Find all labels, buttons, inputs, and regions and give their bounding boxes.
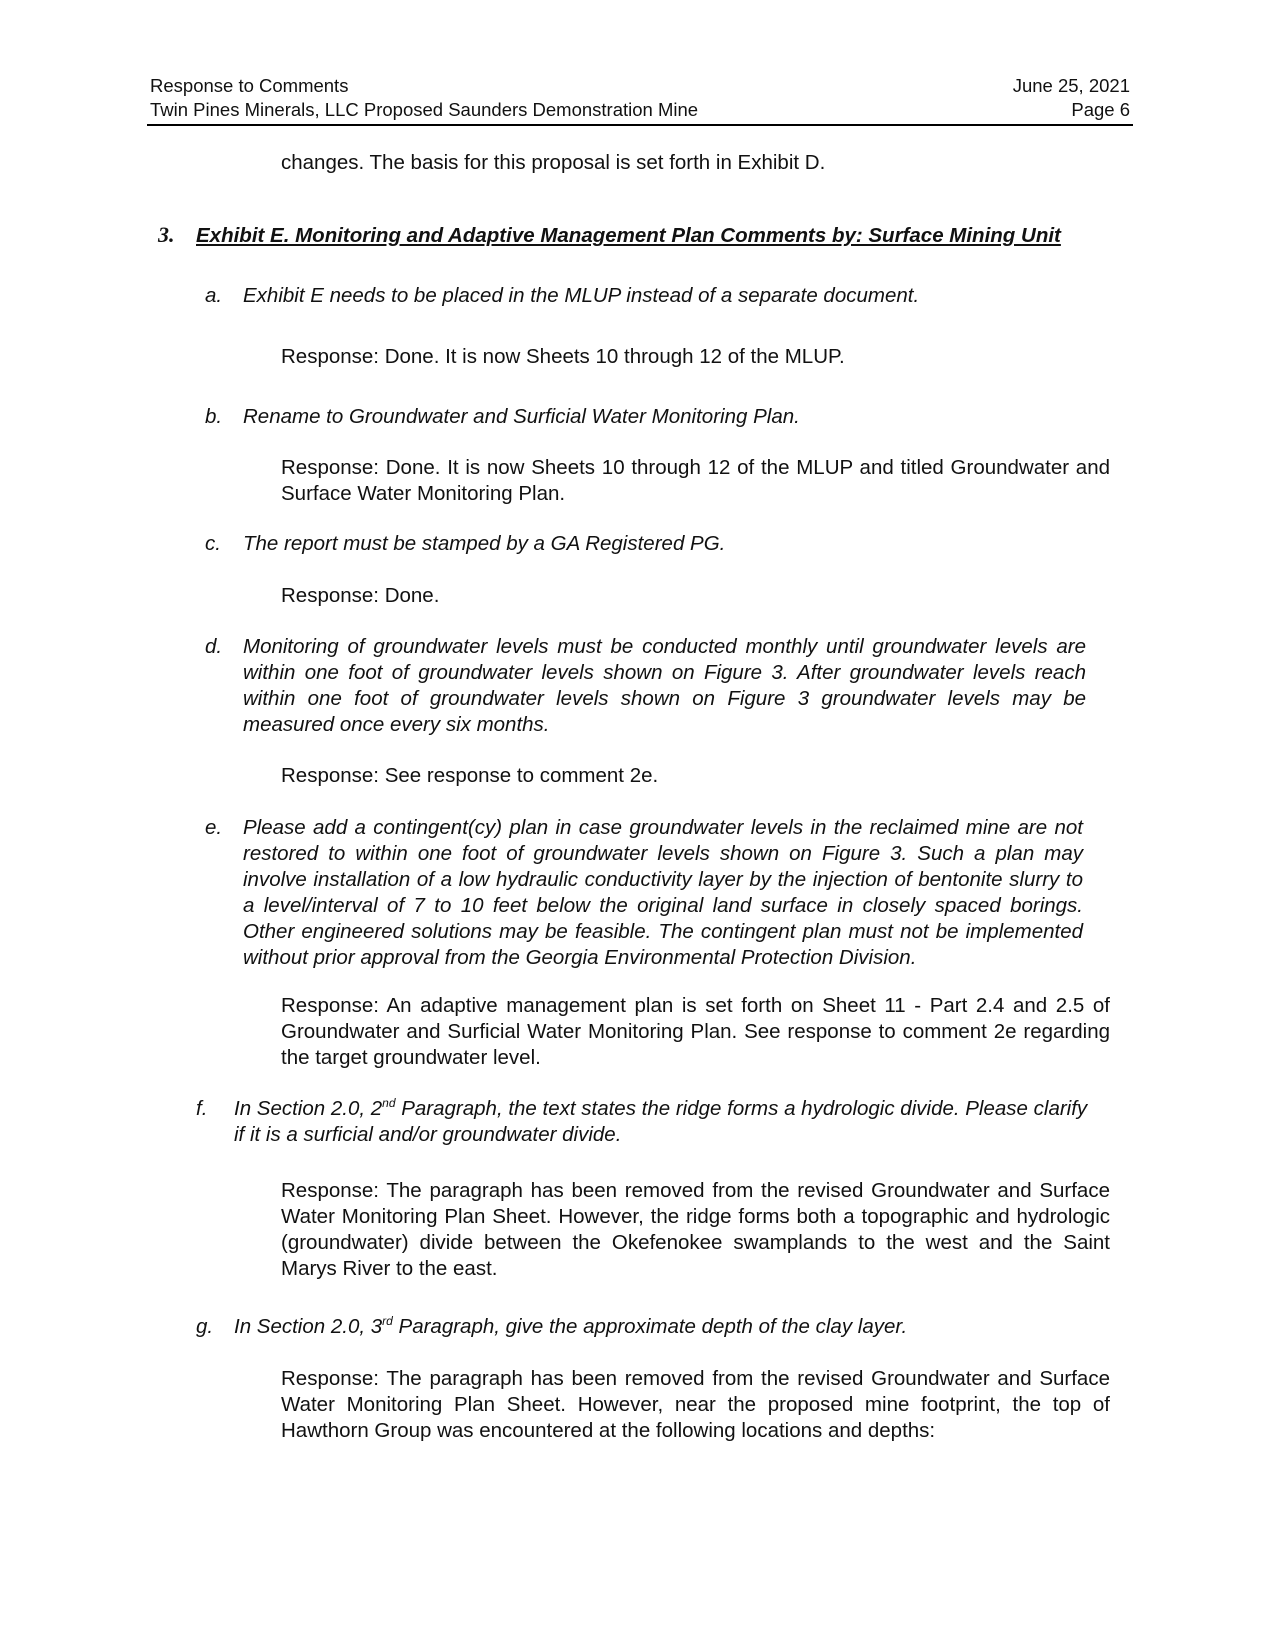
ordinal-suffix: nd bbox=[382, 1096, 396, 1111]
item-letter: b. bbox=[205, 405, 223, 428]
comment-item-a bbox=[205, 283, 1093, 309]
comment-text: Monitoring of groundwater levels must be conducted monthly until groundwater levels are within one foot of groundwater levels shown on Figure 3. After groundwater levels reach within one foot of groundwater levels shown on Figure 3 groundwater levels may be measured once every six months. bbox=[243, 635, 1086, 736]
section-heading bbox=[196, 224, 1061, 248]
item-letter: f. bbox=[196, 1097, 208, 1120]
continuation-text: changes. The basis for this proposal is set forth in Exhibit D. bbox=[281, 151, 826, 174]
header-divider bbox=[147, 124, 1133, 126]
comment-text-part: In Section 2.0, 3 bbox=[234, 1315, 383, 1338]
comment-text: Rename to Groundwater and Surficial Water Monitoring Plan. bbox=[243, 405, 800, 428]
header-date: June 25, 2021 bbox=[1012, 75, 1130, 96]
header-subtitle: Twin Pines Minerals, LLC Proposed Saunders Demonstration Mine bbox=[150, 99, 699, 120]
header-row-1 bbox=[150, 74, 1130, 98]
header-row-2 bbox=[150, 98, 1130, 122]
section-number bbox=[158, 222, 175, 248]
comment-text-part: In Section 2.0, 2 bbox=[234, 1097, 383, 1120]
section-title: Exhibit E. Monitoring and Adaptive Management Plan Comments by: Surface Mining Unit bbox=[196, 224, 1061, 247]
comment-item-f bbox=[196, 1096, 1096, 1148]
comment-item-g bbox=[196, 1314, 1096, 1340]
comment-item-d bbox=[205, 634, 1086, 738]
item-letter: d. bbox=[205, 635, 223, 658]
header-page-number: Page 6 bbox=[1071, 99, 1130, 120]
item-letter: a. bbox=[205, 284, 223, 307]
comment-text-part: Paragraph, the text states the ridge forms a hydrologic divide. Please clarify if it is a surficial and/or groundwater divide. bbox=[234, 1097, 1088, 1146]
response-d: Response: See response to comment 2e. bbox=[281, 764, 659, 787]
item-letter: c. bbox=[205, 532, 221, 555]
comment-item-e bbox=[205, 815, 1083, 971]
response-e: Response: An adaptive management plan is set forth on Sheet 11 - Part 2.4 and 2.5 of Groundwater and Surficial Water Monitoring Plan. See response to comment 2e regarding the target groundwater level. bbox=[281, 994, 1110, 1069]
comment-text: Please add a contingent(cy) plan in case groundwater levels in the reclaimed mine are not restored to within one foot of groundwater levels shown on Figure 3. Such a plan may involve installation of a low hydraulic conductivity layer by the injection of bentonite slurry to a level/interval of 7 to 10 feet below the original land surface in closely spaced borings. Other engineered solutions may be feasible. The contingent plan must not be implemented without prior approval from the Georgia Environmental Protection Division. bbox=[243, 816, 1083, 969]
comment-text-part: Paragraph, give the approximate depth of the clay layer. bbox=[392, 1315, 908, 1338]
page-header bbox=[150, 74, 1130, 122]
comment-text: The report must be stamped by a GA Registered PG. bbox=[243, 532, 726, 555]
item-letter: g. bbox=[196, 1315, 214, 1338]
comment-text bbox=[234, 1096, 1096, 1148]
header-title: Response to Comments bbox=[150, 75, 349, 96]
comment-text: Exhibit E needs to be placed in the MLUP instead of a separate document. bbox=[243, 284, 920, 307]
response-c: Response: Done. bbox=[281, 584, 440, 607]
ordinal-suffix: rd bbox=[382, 1314, 393, 1329]
comment-item-c bbox=[205, 531, 1093, 557]
response-f: Response: The paragraph has been removed from the revised Groundwater and Surface Water Monitoring Plan Sheet. However, the ridge forms both a topographic and hydrologic (groundwater) divide between the Okefenokee swamplands to the west and the Saint Marys River to the east. bbox=[281, 1179, 1110, 1280]
response-a: Response: Done. It is now Sheets 10 through 12 of the MLUP. bbox=[281, 345, 845, 368]
response-g: Response: The paragraph has been removed from the revised Groundwater and Surface Water Monitoring Plan Sheet. However, near the proposed mine footprint, the top of Hawthorn Group was encountered at the following locations and depths: bbox=[281, 1367, 1110, 1442]
response-b: Response: Done. It is now Sheets 10 through 12 of the MLUP and titled Groundwater and Surface Water Monitoring Plan. bbox=[281, 456, 1110, 505]
section-number-text: 3. bbox=[158, 222, 175, 247]
item-letter: e. bbox=[205, 816, 223, 839]
comment-item-b bbox=[205, 404, 1093, 430]
comment-text bbox=[234, 1314, 1096, 1340]
